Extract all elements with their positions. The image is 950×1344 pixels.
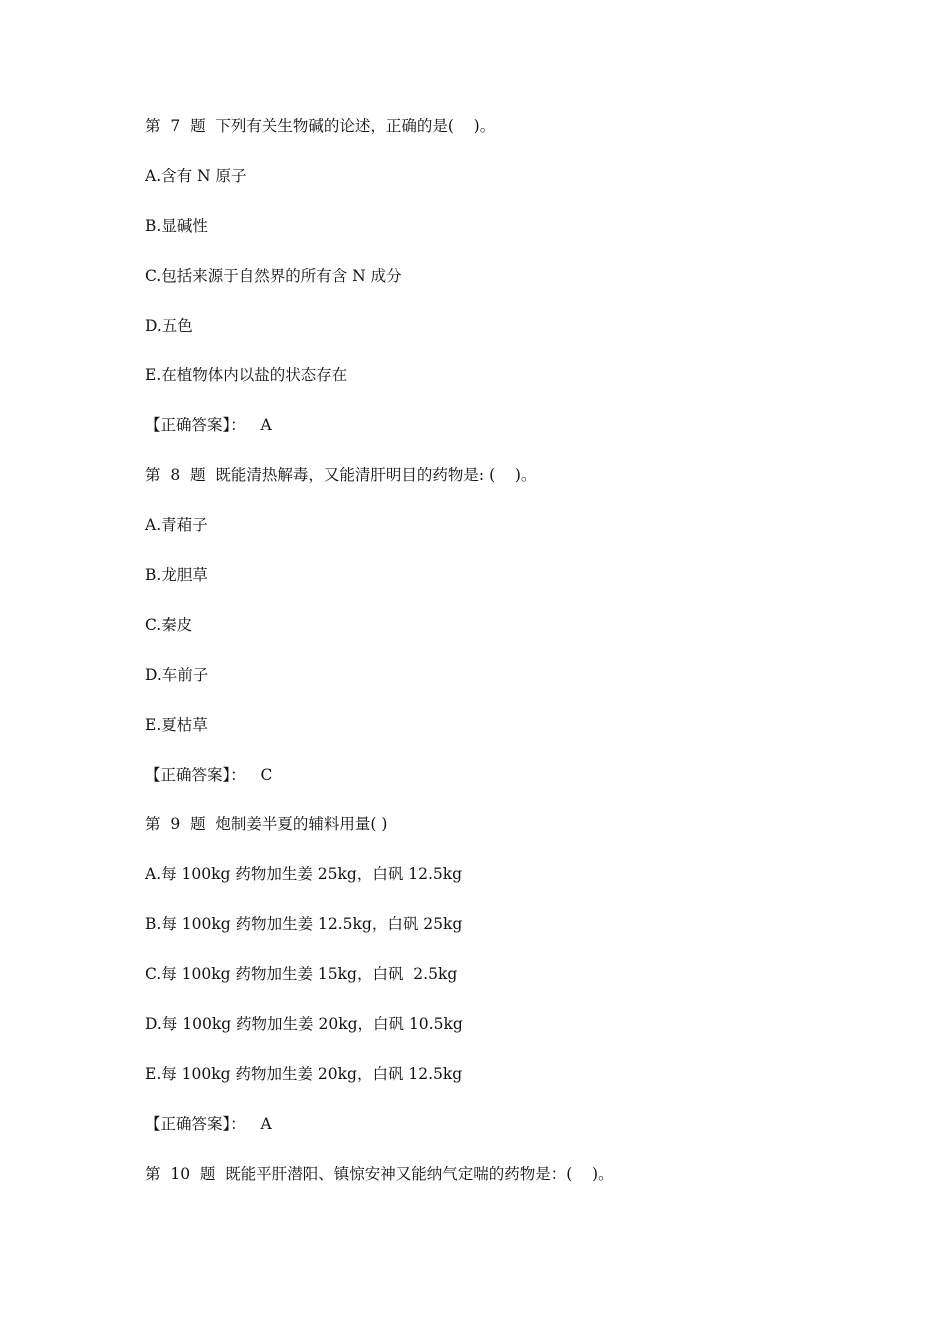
question-8-option-e: E.夏枯草: [145, 715, 208, 734]
question-9-title: 第 9 题 炮制姜半夏的辅料用量( ): [145, 815, 388, 834]
question-9-option-a: A.每 100kg 药物加生姜 25kg，白矾 12.5kg: [145, 865, 463, 884]
question-9-option-e: E.每 100kg 药物加生姜 20kg，白矾 12.5kg: [145, 1064, 463, 1083]
question-9-option-b: B.每 100kg 药物加生姜 12.5kg，白矾 25kg: [145, 915, 463, 934]
question-8-option-b: B.龙胆草: [145, 566, 208, 585]
question-8-option-a: A.青葙子: [145, 516, 208, 535]
question-8-option-d: D.车前子: [145, 665, 209, 684]
question-8-answer: 【正确答案】： C: [145, 765, 273, 784]
question-7-option-d: D.五色: [145, 316, 193, 335]
question-9-answer: 【正确答案】： A: [145, 1114, 272, 1133]
question-8-option-c: C.秦皮: [145, 615, 193, 634]
question-9-option-c: C.每 100kg 药物加生姜 15kg，白矾 2.5kg: [145, 965, 458, 984]
question-8-title: 第 8 题 既能清热解毒，又能清肝明目的药物是: ( )。: [145, 466, 537, 485]
question-10-title: 第 10 题 既能平肝潜阳、镇惊安神又能纳气定喘的药物是：( )。: [145, 1164, 614, 1183]
question-7-answer: 【正确答案】： A: [145, 416, 272, 435]
question-9-option-d: D.每 100kg 药物加生姜 20kg，白矾 10.5kg: [145, 1015, 463, 1034]
question-7-option-a: A.含有 N 原子: [145, 166, 247, 185]
question-7-option-c: C.包括来源于自然界的所有含 N 成分: [145, 266, 402, 285]
question-7-title: 第 7 题 下列有关生物碱的论述，正确的是( )。: [145, 117, 496, 135]
question-7-option-b: B.显碱性: [145, 216, 208, 235]
document-page: [145, 113, 845, 1211]
question-7-option-e: E.在植物体内以盐的状态存在: [145, 366, 348, 385]
